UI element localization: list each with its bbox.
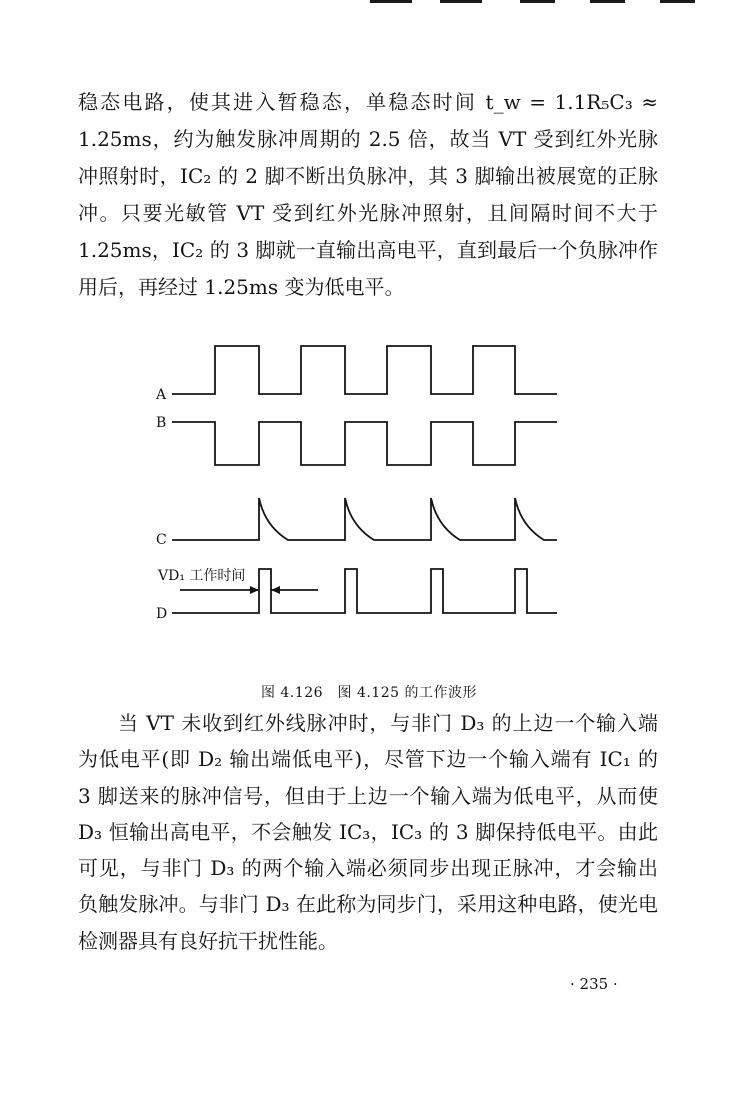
label-a: A xyxy=(156,387,167,403)
text-line: 负触发脉冲。与非门 D₃ 在此称为同步门，采用这种电路，使光电 xyxy=(78,892,658,917)
text-line: 1.25ms，约为触发脉冲周期的 2.5 倍，故当 VT 受到红外光脉 xyxy=(78,127,658,151)
text-line: D₃ 恒输出高电平，不会触发 IC₃，IC₃ 的 3 脚保持低电平。由此 xyxy=(78,819,658,844)
text-line: 当 VT 未收到红外线脉冲时，与非门 D₃ 的上边一个输入端 xyxy=(118,711,658,735)
text-line: 3 脚送来的脉冲信号，但由于上边一个输入端为低电平，从而使 xyxy=(78,783,658,808)
paragraph-top xyxy=(78,84,658,306)
paragraph-bottom xyxy=(78,705,658,959)
text-line: 1.25ms，IC₂ 的 3 脚就一直输出高电平，直到最后一个负脉冲作 xyxy=(78,238,658,262)
label-c: C xyxy=(156,532,167,548)
top-rule-segment xyxy=(440,0,482,3)
text-line: 冲照射时，IC₂ 的 2 脚不断出负脉冲，其 3 脚输出被展宽的正脉 xyxy=(78,164,658,188)
top-rule-segment xyxy=(660,0,695,3)
top-rule-segment xyxy=(590,0,625,3)
waveform-a xyxy=(172,346,557,394)
arrowhead xyxy=(271,586,280,594)
text-line: 为低电平(即 D₂ 输出端低电平)，尽管下边一个输入端有 IC₁ 的 xyxy=(78,747,658,772)
waveform-c xyxy=(172,498,557,540)
page-number: · 235 · xyxy=(570,975,618,993)
waveform-figure xyxy=(150,330,570,630)
arrowhead xyxy=(250,586,259,594)
text-line: 检测器具有良好抗干扰性能。 xyxy=(78,928,338,953)
label-d: D xyxy=(156,606,168,622)
text-line: 用后，再经过 1.25ms 变为低电平。 xyxy=(78,275,405,299)
text-line: 稳态电路，使其进入暂稳态，单稳态时间 t_w = 1.1R₅C₃ ≈ xyxy=(78,90,658,114)
top-rule-segment xyxy=(370,0,412,3)
top-rule-segment xyxy=(520,0,555,3)
waveform-b xyxy=(172,422,557,465)
label-vd1: VD₁ 工作时间 xyxy=(158,568,246,584)
label-b: B xyxy=(156,415,167,431)
text-line: 冲。只要光敏管 VT 受到红外光脉冲照射，且间隔时间不大于 xyxy=(78,201,658,225)
text-line: 可见，与非门 D₃ 的两个输入端必须同步出现正脉冲，才会输出 xyxy=(78,856,658,881)
figure-caption: 图 4.126 图 4.125 的工作波形 xyxy=(260,685,477,701)
